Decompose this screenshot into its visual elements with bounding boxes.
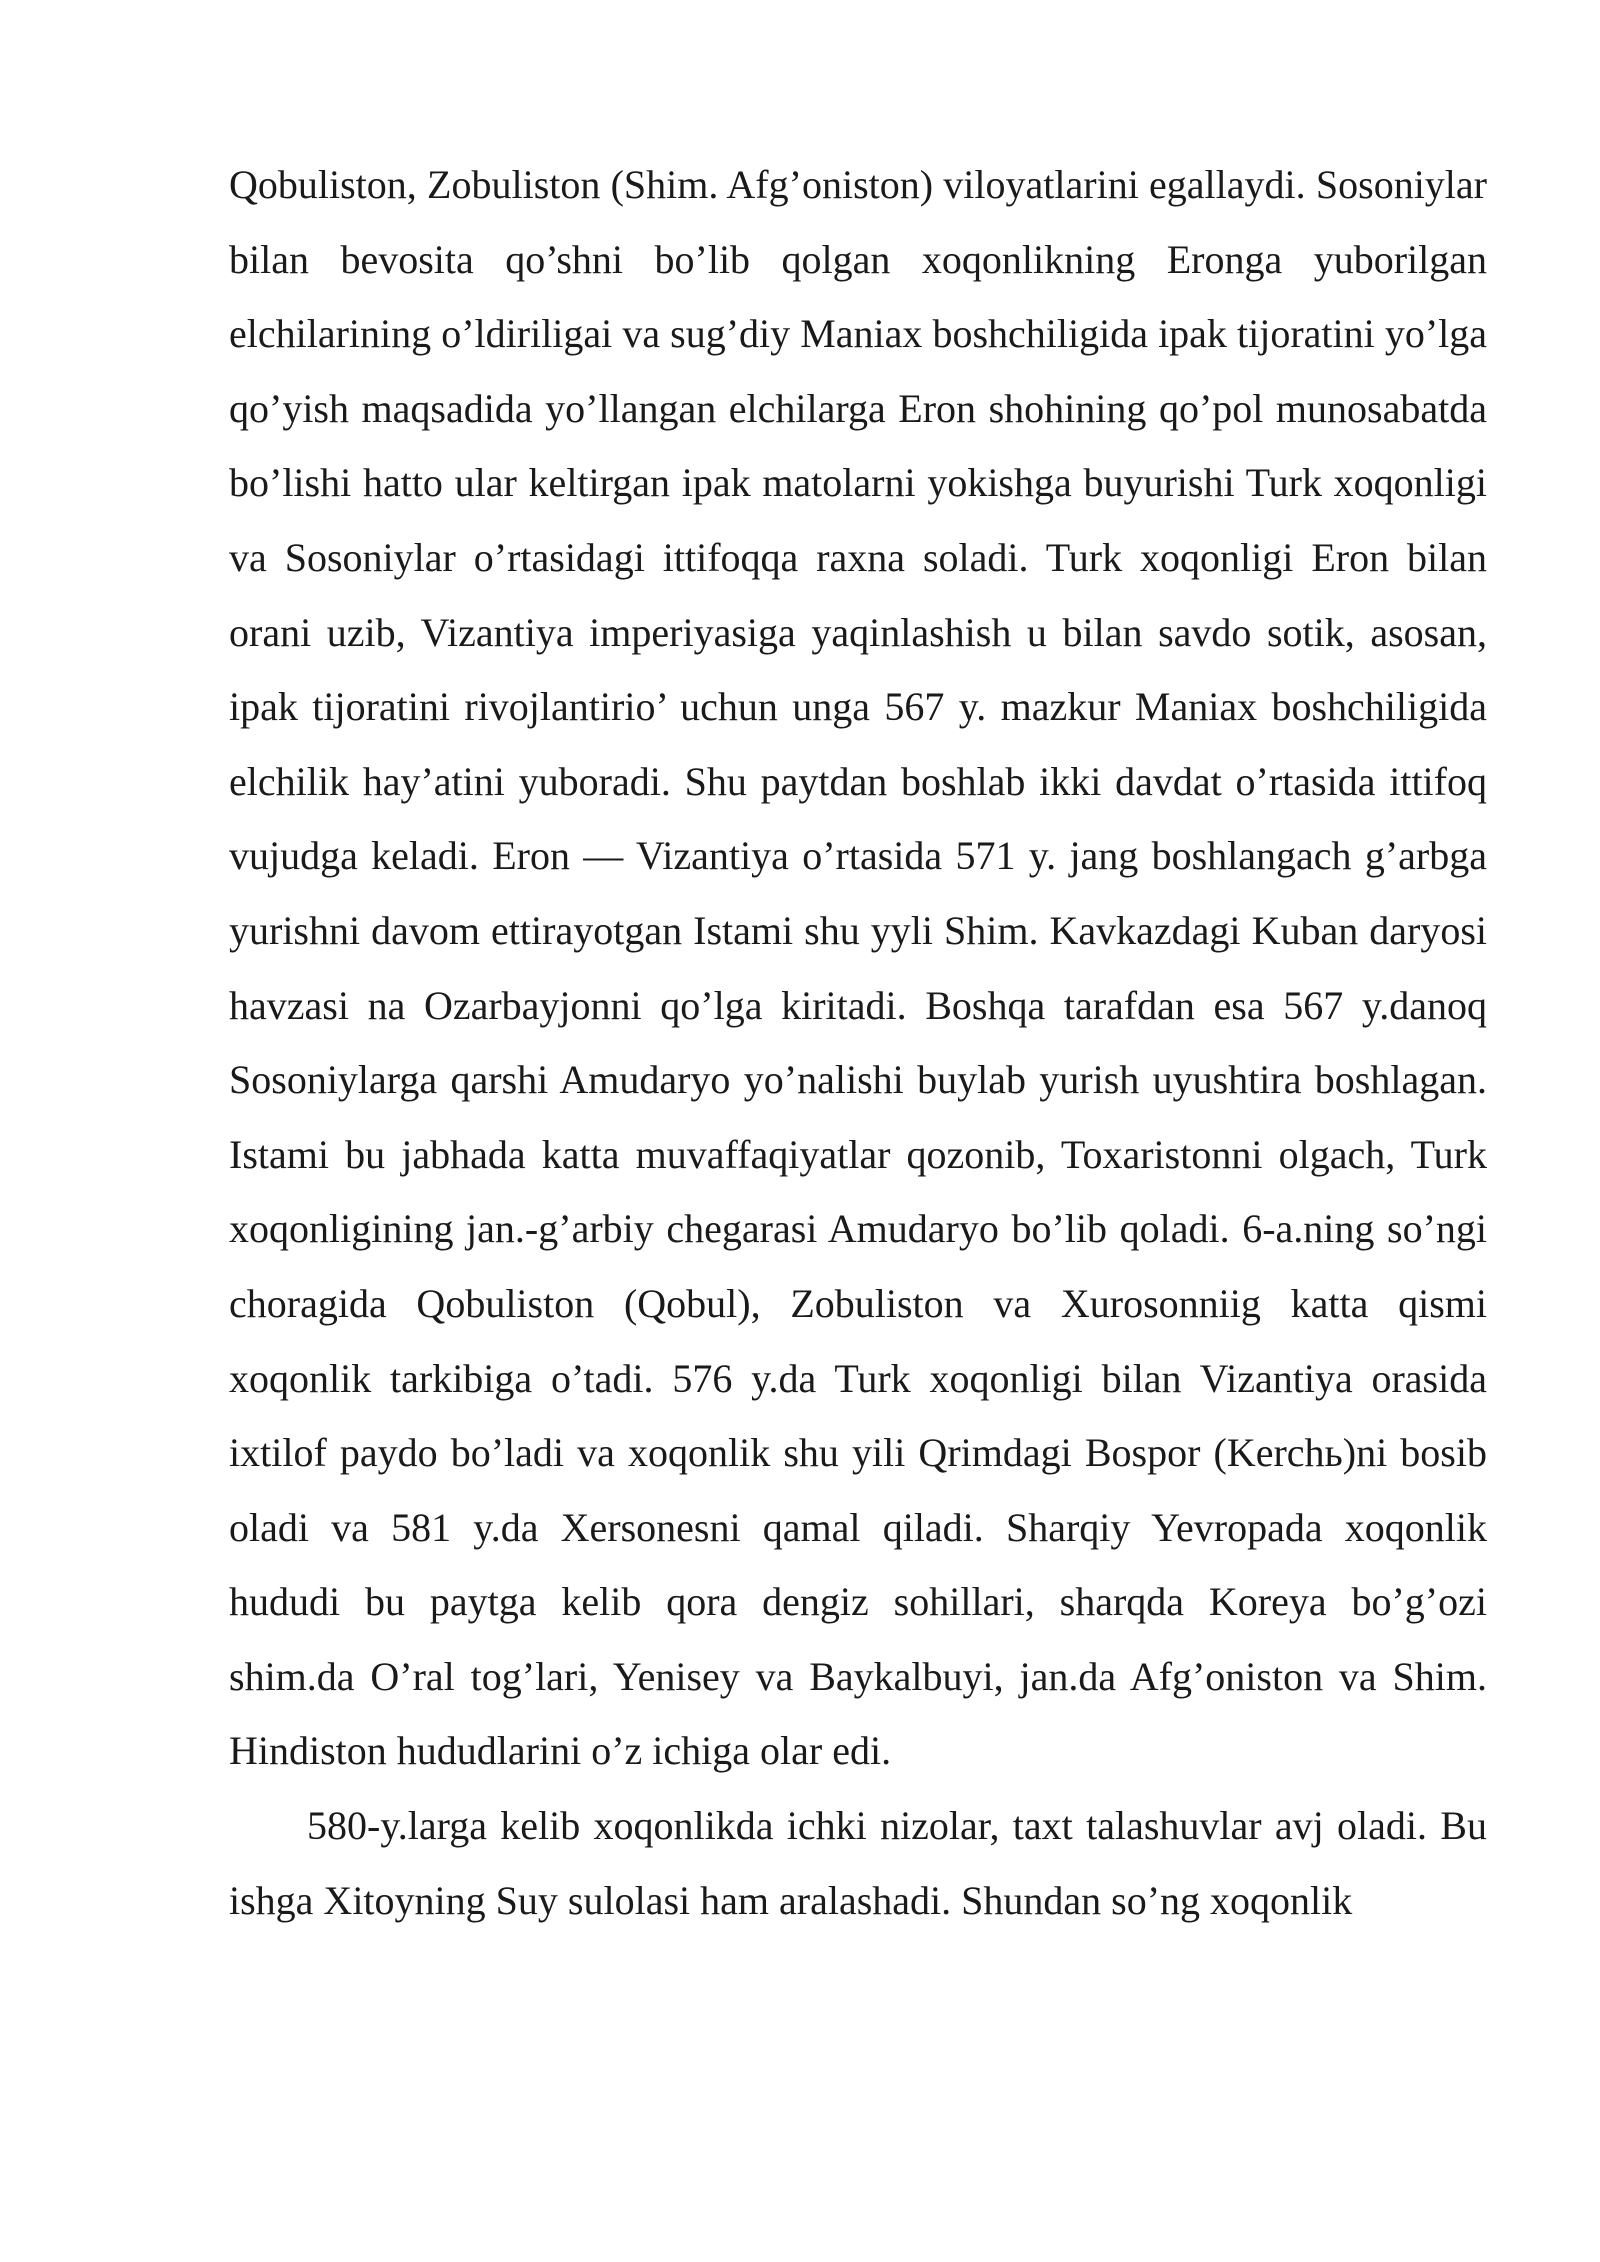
paragraph-1: Qobuliston, Zobuliston (Shim. Afg’oniston) viloyatlarini egallaydi. Sosoniylar bilan bevosita qo’shni bo’lib qolgan xoqonlikning Eronga yuborilgan elchilarining o’ldiriligai va sug’diy Maniax boshchiligida ipak tijoratini yo’lga qo’yish maqsadida yo’llangan elchilarga Eron shohining qo’pol munosabatda bo’lishi hatto ular keltirgan ipak matolarni yokishga buyurishi Turk xoqonligi va Sosoniylar o’rtasidagi ittifoqqa raxna soladi. Turk xoqonligi Eron bilan orani uzib, Vizantiya imperiyasiga yaqinlashish u bilan savdo sotik, asosan, ipak tijoratini rivojlantirio’ uchun unga 567 y. mazkur Maniax boshchiligida elchilik hay’atini yuboradi. Shu paytdan boshlab ikki davdat o’rtasida ittifoq vujudga keladi. Eron — Vizantiya o’rtasida 571 y. jang boshlangach g’arbga yurishni davom ettirayotgan Istami shu yyli Shim. Kavkazdagi Kuban daryosi havzasi na Ozarbayjonni qo’lga kiritadi. Boshqa tarafdan esa 567 y.danoq Sosoniylarga qarshi Amudaryo yo’nalishi buylab yurish uyushtira boshlagan. Istami bu jabhada katta muvaffaqiyatlar qozonib, Toxaristonni olgach, Turk xoqonligining jan.-g’arbiy chegarasi Amudaryo bo’lib qoladi. 6-a.ning so’ngi choragida Qobuliston (Qobul), Zobuliston va Xurosonniig katta qismi xoqonlik tarkibiga o’tadi. 576 y.da Turk xoqonligi bilan Vizantiya orasida ixtilof paydo bo’ladi va xoqonlik shu yili Qrimdagi Bospor (Kerchь)ni bosib oladi va 581 y.da Xersonesni qamal qiladi. Sharqiy Yevropada xoqonlik hududi bu paytga kelib qora dengiz sohillari, sharqda Koreya bo’g’ozi shim.da O’ral tog’lari, Yenisey va Baykalbuyi, jan.da Afg’oniston va Shim. Hindiston hududlarini o’z ichiga olar edi. — [229, 162, 1487, 1774]
body-text — [229, 148, 1487, 1938]
paragraph-2: 580-y.larga kelib xoqonlikda ichki nizolar, taxt talashuvlar avj oladi. Bu ishga Xitoyning Suy sulolasi ham aralashadi. Shundan so’ng xoqonlik — [229, 1803, 1487, 1923]
